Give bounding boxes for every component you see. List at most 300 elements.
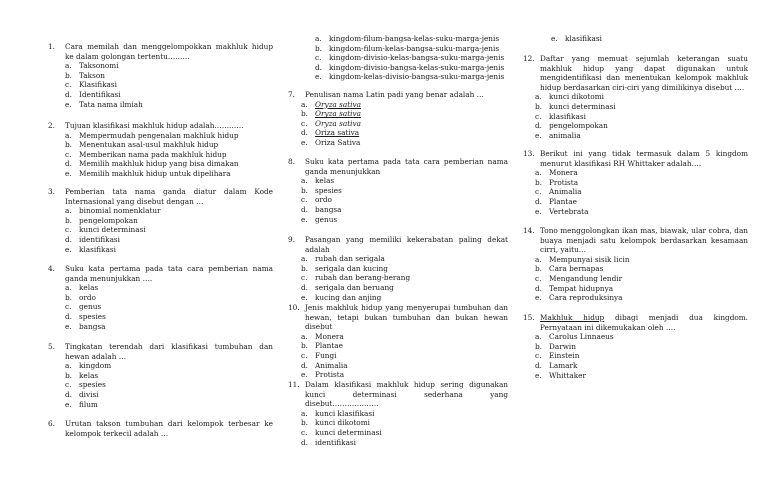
option-text: serigala dan kucing xyxy=(315,263,388,273)
question-15 xyxy=(523,313,748,380)
question-8 xyxy=(288,157,508,224)
answer-options xyxy=(288,332,508,380)
question-stem xyxy=(288,235,508,254)
option-letter: c. xyxy=(535,111,542,121)
answer-option xyxy=(301,195,508,205)
option-letter: e. xyxy=(535,293,542,303)
answer-option xyxy=(535,274,748,284)
option-letter: c. xyxy=(535,351,542,361)
option-letter: d. xyxy=(301,437,308,447)
option-letter: a. xyxy=(301,408,308,418)
question-text: Tingkatan terendah dari klasifikasi tumbuhan dan hewan adalah … xyxy=(65,342,273,361)
option-text: Klasifikasi xyxy=(79,80,117,90)
option-text: Protista xyxy=(549,177,579,187)
option-text: Plantae xyxy=(315,341,343,351)
option-text: spesies xyxy=(79,311,106,321)
option-text: divisi xyxy=(79,389,99,399)
answer-option xyxy=(315,53,510,63)
answer-option xyxy=(315,34,510,44)
answer-options xyxy=(48,206,273,254)
option-letter: d. xyxy=(535,121,542,131)
answer-option xyxy=(65,245,273,255)
question-number: 7. xyxy=(288,90,295,99)
answer-option xyxy=(65,71,273,81)
option-letter: c. xyxy=(535,187,542,197)
question-2 xyxy=(48,121,273,179)
question-stem xyxy=(48,42,273,61)
answer-option xyxy=(535,102,748,112)
answer-option xyxy=(551,34,746,44)
option-text: bangsa xyxy=(315,204,342,214)
option-text: genus xyxy=(315,214,338,224)
question-number: 3. xyxy=(48,187,55,196)
answer-option xyxy=(301,273,508,283)
option-text: Oryza sativa xyxy=(315,118,361,128)
question-text: Berikut ini yang tidak termasuk dalam 5 kingdom menurut klasifikasi RH Whittaker adalah…. xyxy=(540,149,748,168)
answer-option xyxy=(301,205,508,215)
option-letter: b. xyxy=(535,341,542,351)
question-text: Daftar yang memuat sejumlah keterangan suatu makhluk hidup yang dapat digunakan untuk mengidentifikasi dan menentukan kelompok makhluk hidup berdasarkan ciri-ciri yang dimilikinya disebut …. xyxy=(540,54,748,92)
option-text: Lamark xyxy=(549,360,578,370)
option-text: Oriza Sativa xyxy=(315,137,361,147)
answer-option xyxy=(301,293,508,303)
option-text: Memilih makhluk hidup yang bisa dimakan xyxy=(79,159,239,169)
question-text: Cara memilah dan menggelompokkan makhluk hidup ke dalam golongan tertentu……… xyxy=(65,42,273,61)
option-letter: d. xyxy=(301,360,308,370)
option-text: kingdom xyxy=(79,361,112,371)
answer-option xyxy=(65,371,273,381)
option-letter: e. xyxy=(301,137,308,147)
question-3 xyxy=(48,187,273,254)
question-stem xyxy=(48,121,273,131)
option-text: Oryza sativa xyxy=(315,109,361,119)
option-text: kelas xyxy=(315,176,335,186)
answer-option xyxy=(65,225,273,235)
answer-option xyxy=(65,390,273,400)
option-text: ordo xyxy=(315,195,332,205)
option-letter: c. xyxy=(301,427,308,437)
option-text: kingdom-kelas-divisio-bangsa-suku-marga-jenis xyxy=(329,72,505,82)
answer-options xyxy=(288,254,508,302)
option-letter: a. xyxy=(315,34,322,43)
question-4 xyxy=(48,264,273,331)
option-letter: e. xyxy=(535,206,542,216)
answer-option xyxy=(65,90,273,100)
answer-option xyxy=(301,418,508,428)
option-text: animalia xyxy=(549,130,581,140)
answer-option xyxy=(65,206,273,216)
option-letter: e. xyxy=(65,399,72,409)
answer-options xyxy=(523,168,748,216)
option-letter: b. xyxy=(65,370,72,380)
option-letter: d. xyxy=(65,311,72,321)
option-letter: a. xyxy=(65,206,72,216)
option-letter: b. xyxy=(535,101,542,111)
option-letter: c. xyxy=(301,118,308,128)
question-number: 14. xyxy=(523,226,535,235)
answer-option xyxy=(65,293,273,303)
answer-option xyxy=(65,169,273,179)
answer-option xyxy=(301,138,508,148)
option-letter: a. xyxy=(301,176,308,186)
question-13 xyxy=(523,149,748,216)
option-text: kucing dan anjing xyxy=(315,292,382,302)
option-text: rubah dan serigala xyxy=(315,254,385,264)
option-text: kelas xyxy=(79,283,99,293)
question-text: Suku kata pertama pada tata cara pemberian nama ganda menunjukkan …. xyxy=(65,264,273,283)
question-14 xyxy=(523,226,748,303)
option-letter: a. xyxy=(65,283,72,293)
underlined-phrase: Makhluk hidup xyxy=(540,313,605,322)
answer-option xyxy=(535,284,748,294)
option-text: kunci determinasi xyxy=(315,427,382,437)
option-text: Memilih makhluk hidup untuk dipelihara xyxy=(79,168,231,178)
option-letter: b. xyxy=(65,215,72,225)
answer-option xyxy=(535,293,748,303)
answer-option xyxy=(301,283,508,293)
answer-option xyxy=(65,216,273,226)
option-text: Mempunyai sisik licin xyxy=(549,254,630,264)
question-text: Tono menggolongkan ikan mas, biawak, ular cobra, dan buaya menjadi satu kelompok berdasarkan kesamaan cirri, yaitu… xyxy=(540,226,748,255)
option-text: Menentukan asal-usul makhluk hidup xyxy=(79,140,219,150)
answer-option xyxy=(65,140,273,150)
option-letter: c. xyxy=(65,380,72,390)
option-letter: e. xyxy=(301,214,308,224)
answer-option xyxy=(65,400,273,410)
answer-option xyxy=(301,176,508,186)
option-text: Whittaker xyxy=(549,370,586,380)
option-text: Cara bernapas xyxy=(549,264,604,274)
option-text: bangsa xyxy=(79,321,106,331)
option-text: klasifikasi xyxy=(79,244,116,254)
question-stem xyxy=(523,54,748,92)
question-number: 13. xyxy=(523,149,535,158)
answer-options xyxy=(523,332,748,380)
option-letter: d. xyxy=(535,196,542,206)
answer-options xyxy=(48,361,273,409)
option-text: Takson xyxy=(79,70,105,80)
answer-options xyxy=(288,409,508,447)
question-number: 6. xyxy=(48,419,55,428)
option-text: Monera xyxy=(549,168,578,178)
option-letter: d. xyxy=(301,204,308,214)
answer-option xyxy=(301,128,508,138)
answer-option xyxy=(535,332,748,342)
answer-options xyxy=(48,283,273,331)
option-text: kelas xyxy=(79,370,99,380)
answer-options xyxy=(551,34,746,44)
answer-option xyxy=(535,255,748,265)
answer-option xyxy=(301,254,508,264)
option-letter: e. xyxy=(65,244,72,254)
question-6 xyxy=(48,419,273,438)
option-text: kingdom-divisio-kelas-bangsa-suku-marga-jenis xyxy=(329,53,505,63)
question-stem xyxy=(288,380,508,409)
answer-option xyxy=(301,215,508,225)
option-letter: e. xyxy=(65,99,72,109)
option-letter: a. xyxy=(301,99,308,109)
answer-options xyxy=(48,61,273,109)
answer-option xyxy=(535,371,748,381)
option-letter: b. xyxy=(301,185,308,195)
answer-option xyxy=(535,187,748,197)
question-number: 5. xyxy=(48,342,55,351)
answer-option xyxy=(65,61,273,71)
answer-option xyxy=(301,409,508,419)
option-letter: a. xyxy=(535,92,542,102)
option-letter: b. xyxy=(65,292,72,302)
answer-option xyxy=(535,168,748,178)
question-number: 11. xyxy=(288,380,300,389)
question-stem xyxy=(48,342,273,361)
answer-option xyxy=(535,112,748,122)
question-10 xyxy=(288,303,508,380)
option-text: kunci determinasi xyxy=(549,101,616,111)
option-text: Taksonomi xyxy=(79,61,119,71)
answer-option xyxy=(65,131,273,141)
answer-option xyxy=(301,341,508,351)
option-letter: c. xyxy=(535,273,542,283)
option-letter: b. xyxy=(301,263,308,273)
option-letter: d. xyxy=(315,62,322,72)
option-letter: c. xyxy=(301,195,308,205)
answer-option xyxy=(301,264,508,274)
option-letter: a. xyxy=(535,168,542,178)
answer-option xyxy=(65,312,273,322)
option-letter: a. xyxy=(65,361,72,371)
option-letter: a. xyxy=(535,332,542,342)
answer-option xyxy=(315,72,510,82)
answer-options xyxy=(48,131,273,179)
question-text: Pemberian tata nama ganda diatur dalam Kode Internasional yang disebut dengan … xyxy=(65,187,273,206)
answer-option xyxy=(301,186,508,196)
option-letter: a. xyxy=(535,254,542,264)
answer-option xyxy=(315,63,510,73)
answer-option xyxy=(301,438,508,448)
option-text: kingdom-filum-kelas-bangsa-suku-marga-jenis xyxy=(329,43,500,53)
option-text: klasifikasi xyxy=(549,111,586,121)
question-stem xyxy=(523,313,748,332)
option-letter: d. xyxy=(65,159,72,169)
question-9 xyxy=(288,235,508,302)
answer-option xyxy=(65,235,273,245)
option-text: Oriza sativa xyxy=(315,128,360,138)
option-text: Identifikasi xyxy=(79,89,121,99)
option-text: rubah dan berang-berang xyxy=(315,273,411,283)
answer-option xyxy=(65,302,273,312)
option-text: Fungi xyxy=(315,350,337,360)
question-12 xyxy=(523,54,748,140)
question-5 xyxy=(48,342,273,409)
answer-options xyxy=(288,100,508,148)
option-letter: c. xyxy=(65,225,72,235)
question-number: 15. xyxy=(523,313,535,322)
option-text: filum xyxy=(79,399,98,409)
option-letter: d. xyxy=(301,128,308,138)
question-text: Pasangan yang memiliki kekerabatan paling dekat adalah xyxy=(305,235,508,254)
option-letter: c. xyxy=(65,80,72,90)
answer-option xyxy=(65,380,273,390)
question-number: 4. xyxy=(48,264,55,273)
answer-option xyxy=(301,351,508,361)
option-text: Einstein xyxy=(549,351,580,361)
option-letter: d. xyxy=(535,360,542,370)
answer-option xyxy=(65,100,273,110)
option-text: Monera xyxy=(315,331,344,341)
option-letter: e. xyxy=(535,370,542,380)
option-letter: b. xyxy=(535,264,542,274)
answer-option xyxy=(301,119,508,129)
option-text: Tata nama ilmiah xyxy=(79,99,143,109)
option-letter: c. xyxy=(315,53,322,63)
answer-option xyxy=(65,80,273,90)
answer-option xyxy=(301,100,508,110)
option-text: pengelompokan xyxy=(549,121,608,131)
option-letter: e. xyxy=(551,34,558,43)
option-text: kunci klasifikasi xyxy=(315,408,375,418)
question-text: Urutan takson tumbuhan dari kelompok terbesar ke kelompok terkecil adalah … xyxy=(65,419,273,438)
option-letter: c. xyxy=(301,350,308,360)
answer-option xyxy=(315,44,510,54)
answer-option xyxy=(535,178,748,188)
option-letter: c. xyxy=(301,273,308,283)
answer-option xyxy=(301,109,508,119)
option-text: spesies xyxy=(79,380,106,390)
option-text: Protista xyxy=(315,370,345,380)
question-number: 8. xyxy=(288,157,295,166)
option-letter: c. xyxy=(65,149,72,159)
answer-option xyxy=(65,283,273,293)
option-text: Carolus Linnaeus xyxy=(549,332,614,342)
question-number: 9. xyxy=(288,235,295,244)
answer-option xyxy=(65,150,273,160)
answer-option xyxy=(535,92,748,102)
answer-option xyxy=(65,159,273,169)
option-letter: b. xyxy=(535,177,542,187)
option-letter: c. xyxy=(65,302,72,312)
answer-option xyxy=(301,332,508,342)
option-text: Mempermudah pengenalan makhluk hidup xyxy=(79,130,239,140)
answer-option xyxy=(301,361,508,371)
option-text: Darwin xyxy=(549,341,576,351)
option-letter: d. xyxy=(65,89,72,99)
option-text: Animalia xyxy=(315,360,348,370)
option-letter: a. xyxy=(301,331,308,341)
question-number: 10. xyxy=(288,303,300,312)
answer-options xyxy=(523,255,748,303)
question-stem xyxy=(288,303,508,332)
answer-options xyxy=(288,176,508,224)
option-text: identifikasi xyxy=(315,437,357,447)
option-letter: a. xyxy=(301,254,308,264)
answer-option xyxy=(535,342,748,352)
option-text: Memberikan nama pada makhluk hidup xyxy=(79,149,227,159)
option-letter: d. xyxy=(301,282,308,292)
option-text: Animalia xyxy=(549,187,582,197)
answer-option xyxy=(535,351,748,361)
question-text: Makhluk hidup dibagi menjadi dua kingdom. Pernyataan ini dikemukakan oleh …. xyxy=(540,313,748,332)
question-number: 2. xyxy=(48,121,55,130)
option-letter: e. xyxy=(315,72,322,82)
option-text: Cara reproduksinya xyxy=(549,293,623,303)
answer-option xyxy=(301,428,508,438)
question-text: Tujuan klasifikasi makhluk hidup adalah………… xyxy=(65,121,244,130)
question-11 xyxy=(288,380,508,447)
option-letter: d. xyxy=(65,234,72,244)
answer-options xyxy=(523,92,748,140)
option-letter: b. xyxy=(65,140,72,150)
option-text: kingdom-filum-bangsa-kelas-suku-marga-jenis xyxy=(329,34,500,43)
option-letter: b. xyxy=(301,109,308,119)
answer-options xyxy=(305,34,510,82)
option-letter: d. xyxy=(65,389,72,399)
option-text: Vertebrata xyxy=(549,206,589,216)
question-stem xyxy=(48,187,273,206)
option-text: genus xyxy=(79,302,102,312)
question-text: Dalam klasifikasi makhluk hidup sering digunakan kunci determinasi sederhana yang disebut………………. xyxy=(305,380,508,409)
option-letter: a. xyxy=(65,130,72,140)
answer-option xyxy=(535,131,748,141)
question-11-option-e xyxy=(551,34,746,44)
option-text: binomial nomenklatur xyxy=(79,206,161,216)
answer-option xyxy=(301,370,508,380)
question-text: Suku kata pertama pada tata cara pemberian nama ganda menunjukkan xyxy=(305,157,508,176)
answer-option xyxy=(535,264,748,274)
option-letter: a. xyxy=(65,61,72,71)
question-stem xyxy=(523,149,748,168)
question-stem xyxy=(288,157,508,176)
answer-option xyxy=(535,361,748,371)
option-text: kingdom-divisio-bangsa-kelas-suku-marga-jenis xyxy=(329,62,505,72)
option-letter: e. xyxy=(535,130,542,140)
question-text: Penulisan nama Latin padi yang benar adalah … xyxy=(305,90,484,99)
option-letter: b. xyxy=(301,418,308,428)
option-text: ordo xyxy=(79,292,96,302)
question-stem xyxy=(523,226,748,255)
option-letter: e. xyxy=(301,370,308,380)
question-number: 12. xyxy=(523,54,535,63)
question-stem xyxy=(288,90,508,100)
question-stem xyxy=(48,419,273,438)
question-text: Jenis makhluk hidup yang menyerupai tumbuhan dan hewan, tetapi bukan tumbuhan dan bukan hewan disebut xyxy=(305,303,508,332)
option-letter: e. xyxy=(65,321,72,331)
question-number: 1. xyxy=(48,42,55,51)
answer-option xyxy=(535,207,748,217)
option-text: Oryza sativa xyxy=(315,99,361,109)
answer-option xyxy=(65,361,273,371)
option-letter: b. xyxy=(315,43,322,53)
option-text: pengelompokan xyxy=(79,215,138,225)
option-text: Plantae xyxy=(549,196,577,206)
option-text: klasifikasi xyxy=(565,34,602,43)
option-letter: b. xyxy=(301,341,308,351)
option-text: identifikasi xyxy=(79,234,121,244)
option-letter: d. xyxy=(535,283,542,293)
option-text: kunci dikotomi xyxy=(315,418,370,428)
option-letter: e. xyxy=(301,292,308,302)
option-text: spesies xyxy=(315,185,342,195)
question-1 xyxy=(48,42,273,109)
answer-option xyxy=(535,121,748,131)
question-6-options xyxy=(305,34,510,82)
option-text: kunci dikotomi xyxy=(549,92,604,102)
option-letter: e. xyxy=(65,168,72,178)
option-text: serigala dan beruang xyxy=(315,282,394,292)
option-text: Tempat hidupnya xyxy=(549,283,614,293)
question-7 xyxy=(288,90,508,148)
answer-option xyxy=(535,197,748,207)
option-text: kunci determinasi xyxy=(79,225,146,235)
